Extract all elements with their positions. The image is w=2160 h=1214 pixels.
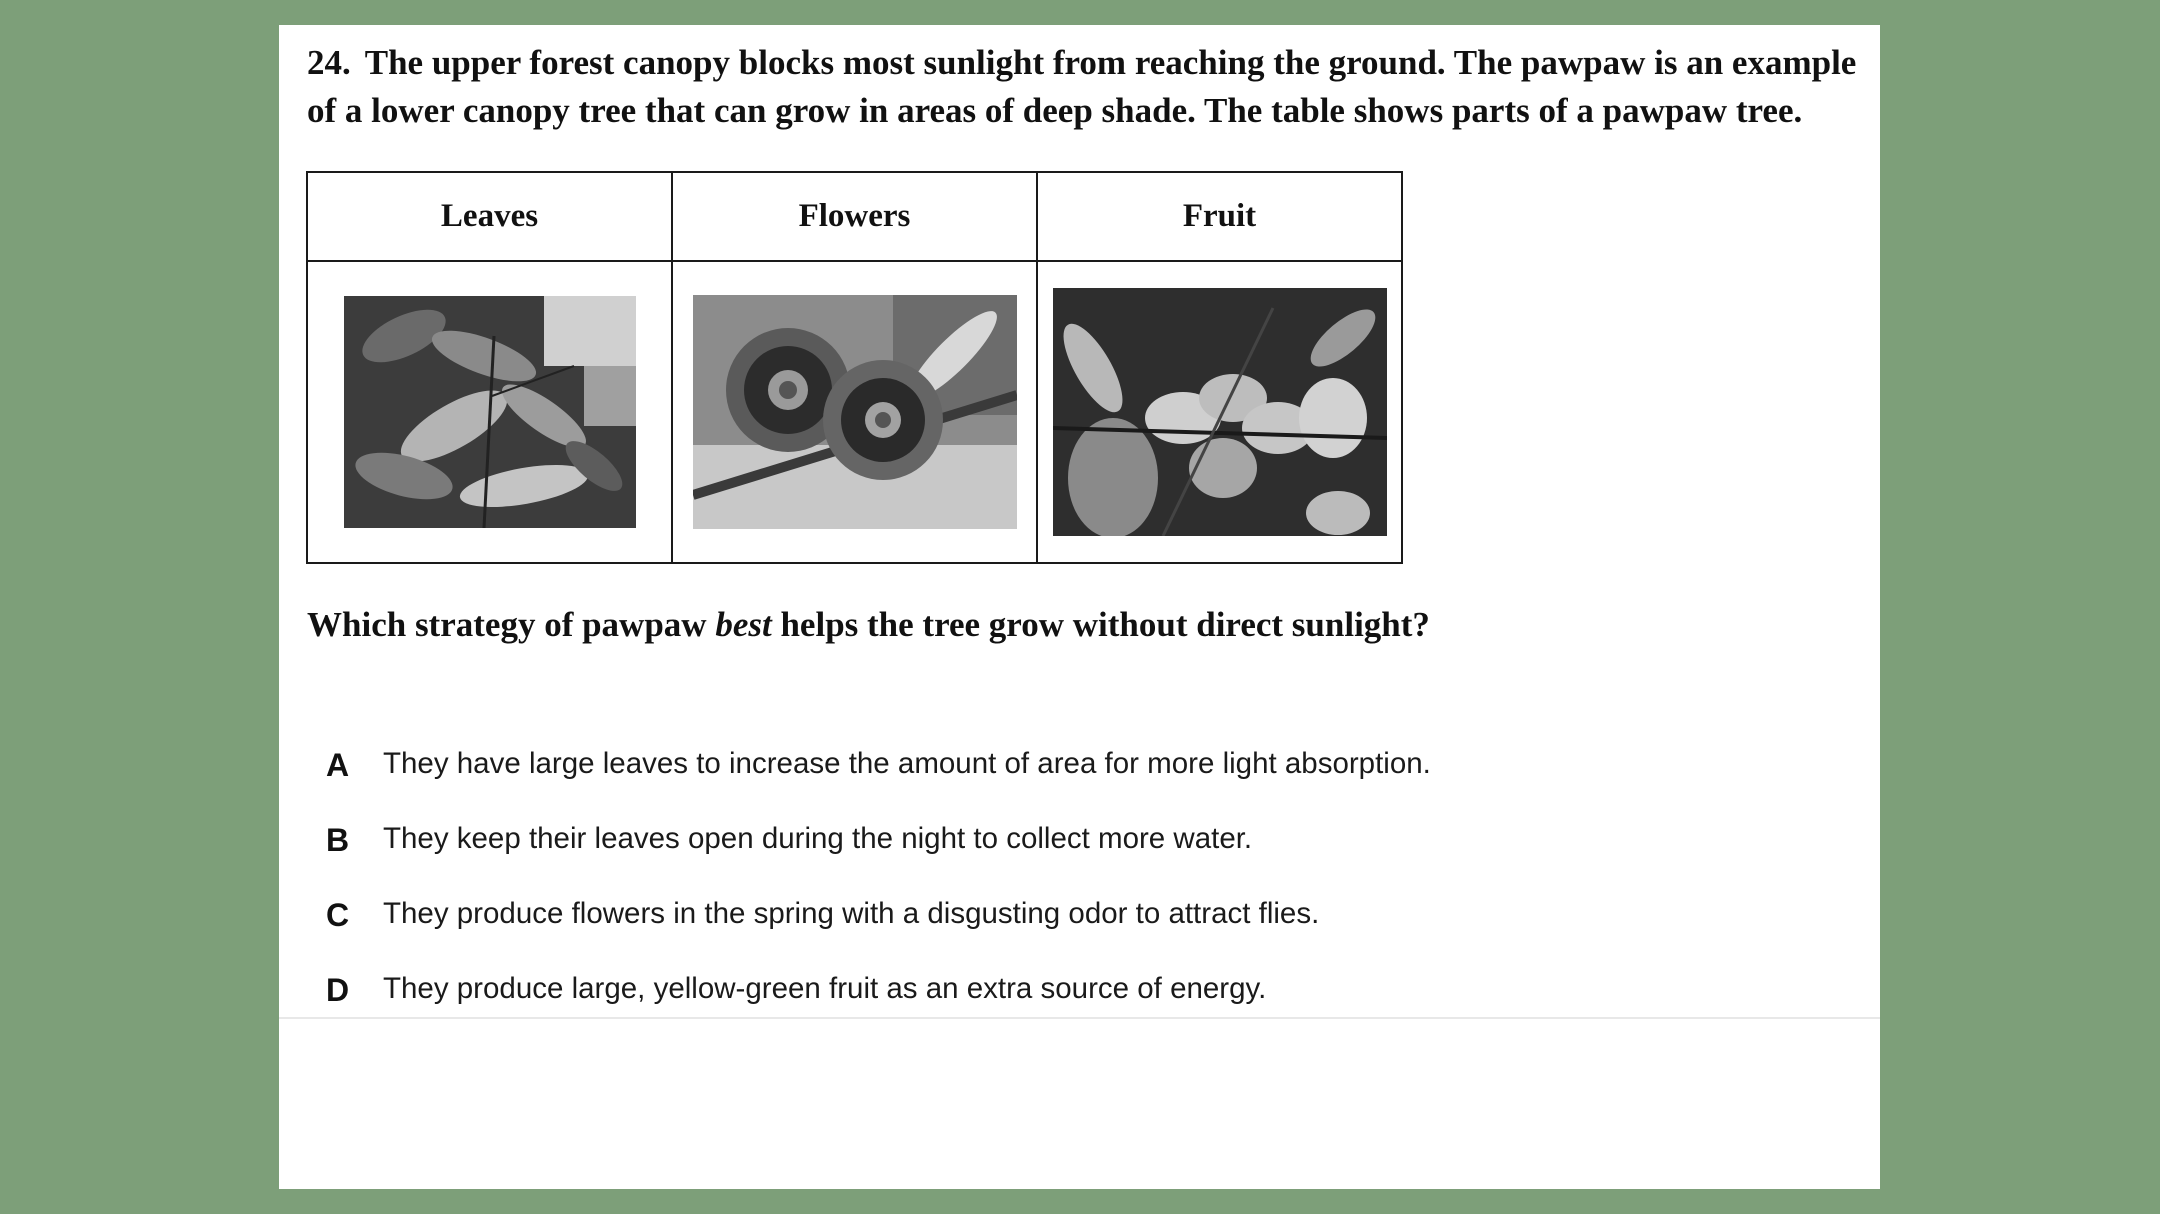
choice-d-text: They produce large, yellow-green fruit as an extra source of energy. [383,972,1267,1005]
prompt-emphasis: best [715,605,772,644]
choice-a-text: They have large leaves to increase the amount of area for more light absorption. [383,747,1431,780]
question-number: 24. [307,43,351,82]
choice-c-text: They produce flowers in the spring with a disgusting odor to attract flies. [383,897,1320,930]
cell-flowers [672,261,1037,563]
worksheet-page [279,25,1880,1189]
question-body: The upper forest canopy blocks most sunlight from reaching the ground. The pawpaw is an example of a lower canopy tree that can grow in areas of deep shade. The table shows parts of a pawpaw tree. [307,43,1857,130]
divider [279,1017,1880,1019]
choice-a[interactable] [326,747,1431,822]
choice-d[interactable] [326,972,1431,1047]
leaves-photo [344,296,636,528]
choice-b[interactable] [326,822,1431,897]
flowers-photo [693,295,1017,529]
pawpaw-parts-table [306,171,1403,564]
table-header-row [307,172,1402,261]
choice-b-text: They keep their leaves open during the night to collect more water. [383,822,1253,855]
choice-a-letter: A [326,747,350,783]
header-fruit: Fruit [1037,172,1402,261]
cell-leaves [307,261,672,563]
choice-d-letter: D [326,972,350,1008]
answer-choices [326,747,1431,1047]
cell-fruit [1037,261,1402,563]
prompt-before: Which strategy of pawpaw [307,605,716,644]
question-prompt [307,605,1430,645]
header-leaves: Leaves [307,172,672,261]
question-text [307,39,1867,135]
choice-c-letter: C [326,897,350,933]
choice-c[interactable] [326,897,1431,972]
fruit-photo [1053,288,1387,536]
header-flowers: Flowers [672,172,1037,261]
prompt-after: helps the tree grow without direct sunlight? [771,605,1430,644]
table-image-row [307,261,1402,563]
choice-b-letter: B [326,822,350,858]
